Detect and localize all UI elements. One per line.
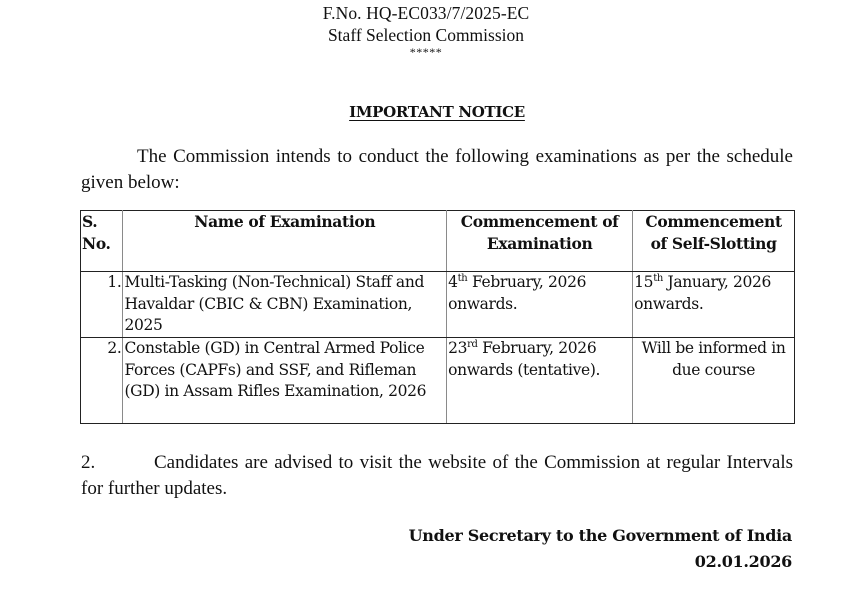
point-number: 2.	[81, 452, 96, 473]
header-self-slotting: Commencement of Self-Slotting	[633, 211, 795, 272]
header-exam-commencement: Commencement of Examination	[447, 211, 633, 272]
table-header-row	[81, 211, 795, 272]
notice-title: IMPORTANT NOTICE	[349, 103, 525, 121]
row-exam-date: 4th February, 2026 onwards.	[447, 272, 633, 338]
table-row	[81, 272, 795, 338]
point-2-text: Candidates are advised to visit the website of the Commission at regular Intervals for further updates.	[81, 452, 793, 499]
table-row	[81, 338, 795, 424]
header-sno: S. No.	[81, 211, 123, 272]
organization-name: Staff Selection Commission	[327, 25, 525, 45]
file-number: F.No. HQ-EC033/7/2025-EC	[322, 3, 530, 23]
header-exam-name: Name of Examination	[123, 211, 447, 272]
row-slot-date: 15th January, 2026 onwards.	[633, 272, 795, 338]
notice-date: 02.01.2026	[694, 552, 792, 571]
intro-paragraph: The Commission intends to conduct the following examinations as per the schedule given below:	[81, 146, 793, 193]
signatory-designation: Under Secretary to the Government of India	[408, 526, 792, 545]
row-slot-date: Will be informed in due course	[633, 338, 795, 424]
row-exam-date: 23rd February, 2026 onwards (tentative).	[447, 338, 633, 424]
point-2-paragraph	[81, 450, 793, 502]
separator-stars: *****	[409, 45, 443, 59]
row-sno: 1.	[81, 272, 123, 338]
row-sno: 2.	[81, 338, 123, 424]
row-exam-name: Constable (GD) in Central Armed Police Forces (CAPFs) and SSF, and Rifleman (GD) in Assam Rifles Examination, 2026	[123, 338, 447, 424]
row-exam-name: Multi-Tasking (Non-Technical) Staff and Havaldar (CBIC & CBN) Examination, 2025	[123, 272, 447, 338]
exam-schedule-table	[80, 210, 795, 424]
